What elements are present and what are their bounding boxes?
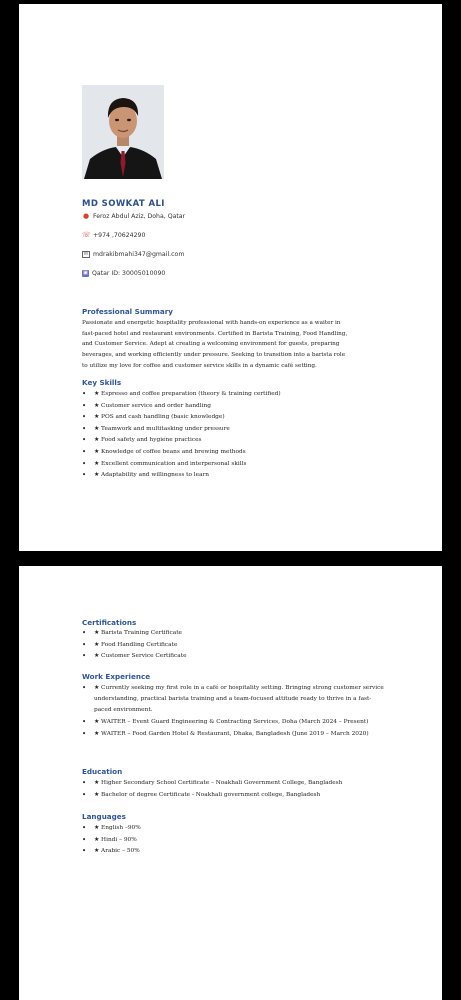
- list-item: • ★ Bachelor of degree Certificate - Noakhali government college, Bangladesh: [82, 790, 342, 802]
- id-card-icon: ▣: [83, 270, 88, 276]
- resume-page-2: [19, 566, 442, 1000]
- resume-page-1: [19, 4, 442, 551]
- phone-text: +974 ,70624290: [93, 231, 146, 239]
- list-item: • ★ POS and cash handling (basic knowledge): [82, 412, 281, 424]
- list-item: • ★ Espresso and coffee preparation (theory & training certified): [82, 389, 281, 401]
- list-item: • ★ WAITER – Event Guard Engineering & Contracting Services, Doha (March 2024 – Present): [82, 717, 384, 728]
- profile-photo: [82, 85, 164, 179]
- summary-line: to utilize my love for coffee and customer service skills in a dynamic café setting.: [82, 362, 317, 369]
- summary-heading: Professional Summary: [82, 307, 173, 316]
- certifications-heading: Certifications: [82, 618, 137, 627]
- phone-line: [82, 231, 145, 239]
- id-line: [82, 270, 165, 277]
- experience-list: [82, 683, 384, 741]
- address-line: [82, 212, 185, 220]
- list-item: • ★ Hindi – 90%: [82, 835, 141, 847]
- list-item: • ★ Excellent communication and interpersonal skills: [82, 459, 281, 471]
- list-item: • ★ Teamwork and multitasking under pressure: [82, 424, 281, 436]
- id-text: Qatar ID: 30005010090: [92, 270, 166, 277]
- list-item: • ★ Arabic – 50%: [82, 846, 141, 858]
- mail-icon: ✉: [83, 251, 89, 257]
- summary-paragraph: [82, 318, 382, 372]
- list-item: • ★ Higher Secondary School Certificate – Noakhali Government College, Bangladesh: [82, 778, 342, 790]
- candidate-name: MD SOWKAT ALI: [82, 199, 165, 209]
- summary-line: Passionate and energetic hospitality professional with hands-on experience as a waiter in: [82, 320, 341, 326]
- phone-icon: ☏: [82, 231, 91, 239]
- summary-line: beverages, and working efficiently under pressure. Seeking to transition into a barista role: [82, 352, 346, 359]
- list-item: • ★ Knowledge of coffee beans and brewing methods: [82, 447, 281, 459]
- list-item: • ★ Customer service and order handling: [82, 401, 281, 413]
- email-text: mdrakibmahi347@gmail.com: [93, 251, 185, 258]
- education-heading: Education: [82, 767, 123, 776]
- experience-heading: Work Experience: [82, 672, 151, 681]
- list-item: • ★ Currently seeking my first role in a café or hospitality setting. Bringing strong customer service understanding, practical barista training and a team-focused attitude ready to thrive in a fast-paced environment.: [82, 683, 384, 716]
- list-item: • ★ Customer Service Certificate: [82, 651, 187, 663]
- address-text: Feroz Abdul Aziz, Doha, Qatar: [93, 212, 186, 220]
- education-list: [82, 778, 342, 801]
- languages-list: [82, 823, 141, 858]
- list-item: • ★ Barista Training Certificate: [82, 628, 187, 640]
- list-item: • ★ WAITER – Food Garden Hotel & Restaurant, Dhaka, Bangladesh (June 2019 – March 2020): [82, 729, 384, 740]
- certifications-list: [82, 628, 187, 663]
- summary-line: and Customer Service. Adept at creating a welcoming environment for guests, preparing: [82, 341, 340, 348]
- pin-icon: ●: [82, 212, 90, 220]
- languages-heading: Languages: [82, 812, 126, 821]
- email-line: [82, 251, 184, 258]
- summary-line: fast-paced hotel and restaurant environments. Certified in Barista Training, Food Handling,: [82, 330, 348, 337]
- list-item: • ★ Food Handling Certificate: [82, 640, 187, 652]
- list-item: • ★ English –90%: [82, 823, 141, 835]
- skills-heading: Key Skills: [82, 378, 122, 387]
- list-item: • ★ Food safety and hygiene practices: [82, 435, 281, 447]
- skills-list: [82, 389, 281, 482]
- list-item: • ★ Adaptability and willingness to learn: [82, 470, 281, 482]
